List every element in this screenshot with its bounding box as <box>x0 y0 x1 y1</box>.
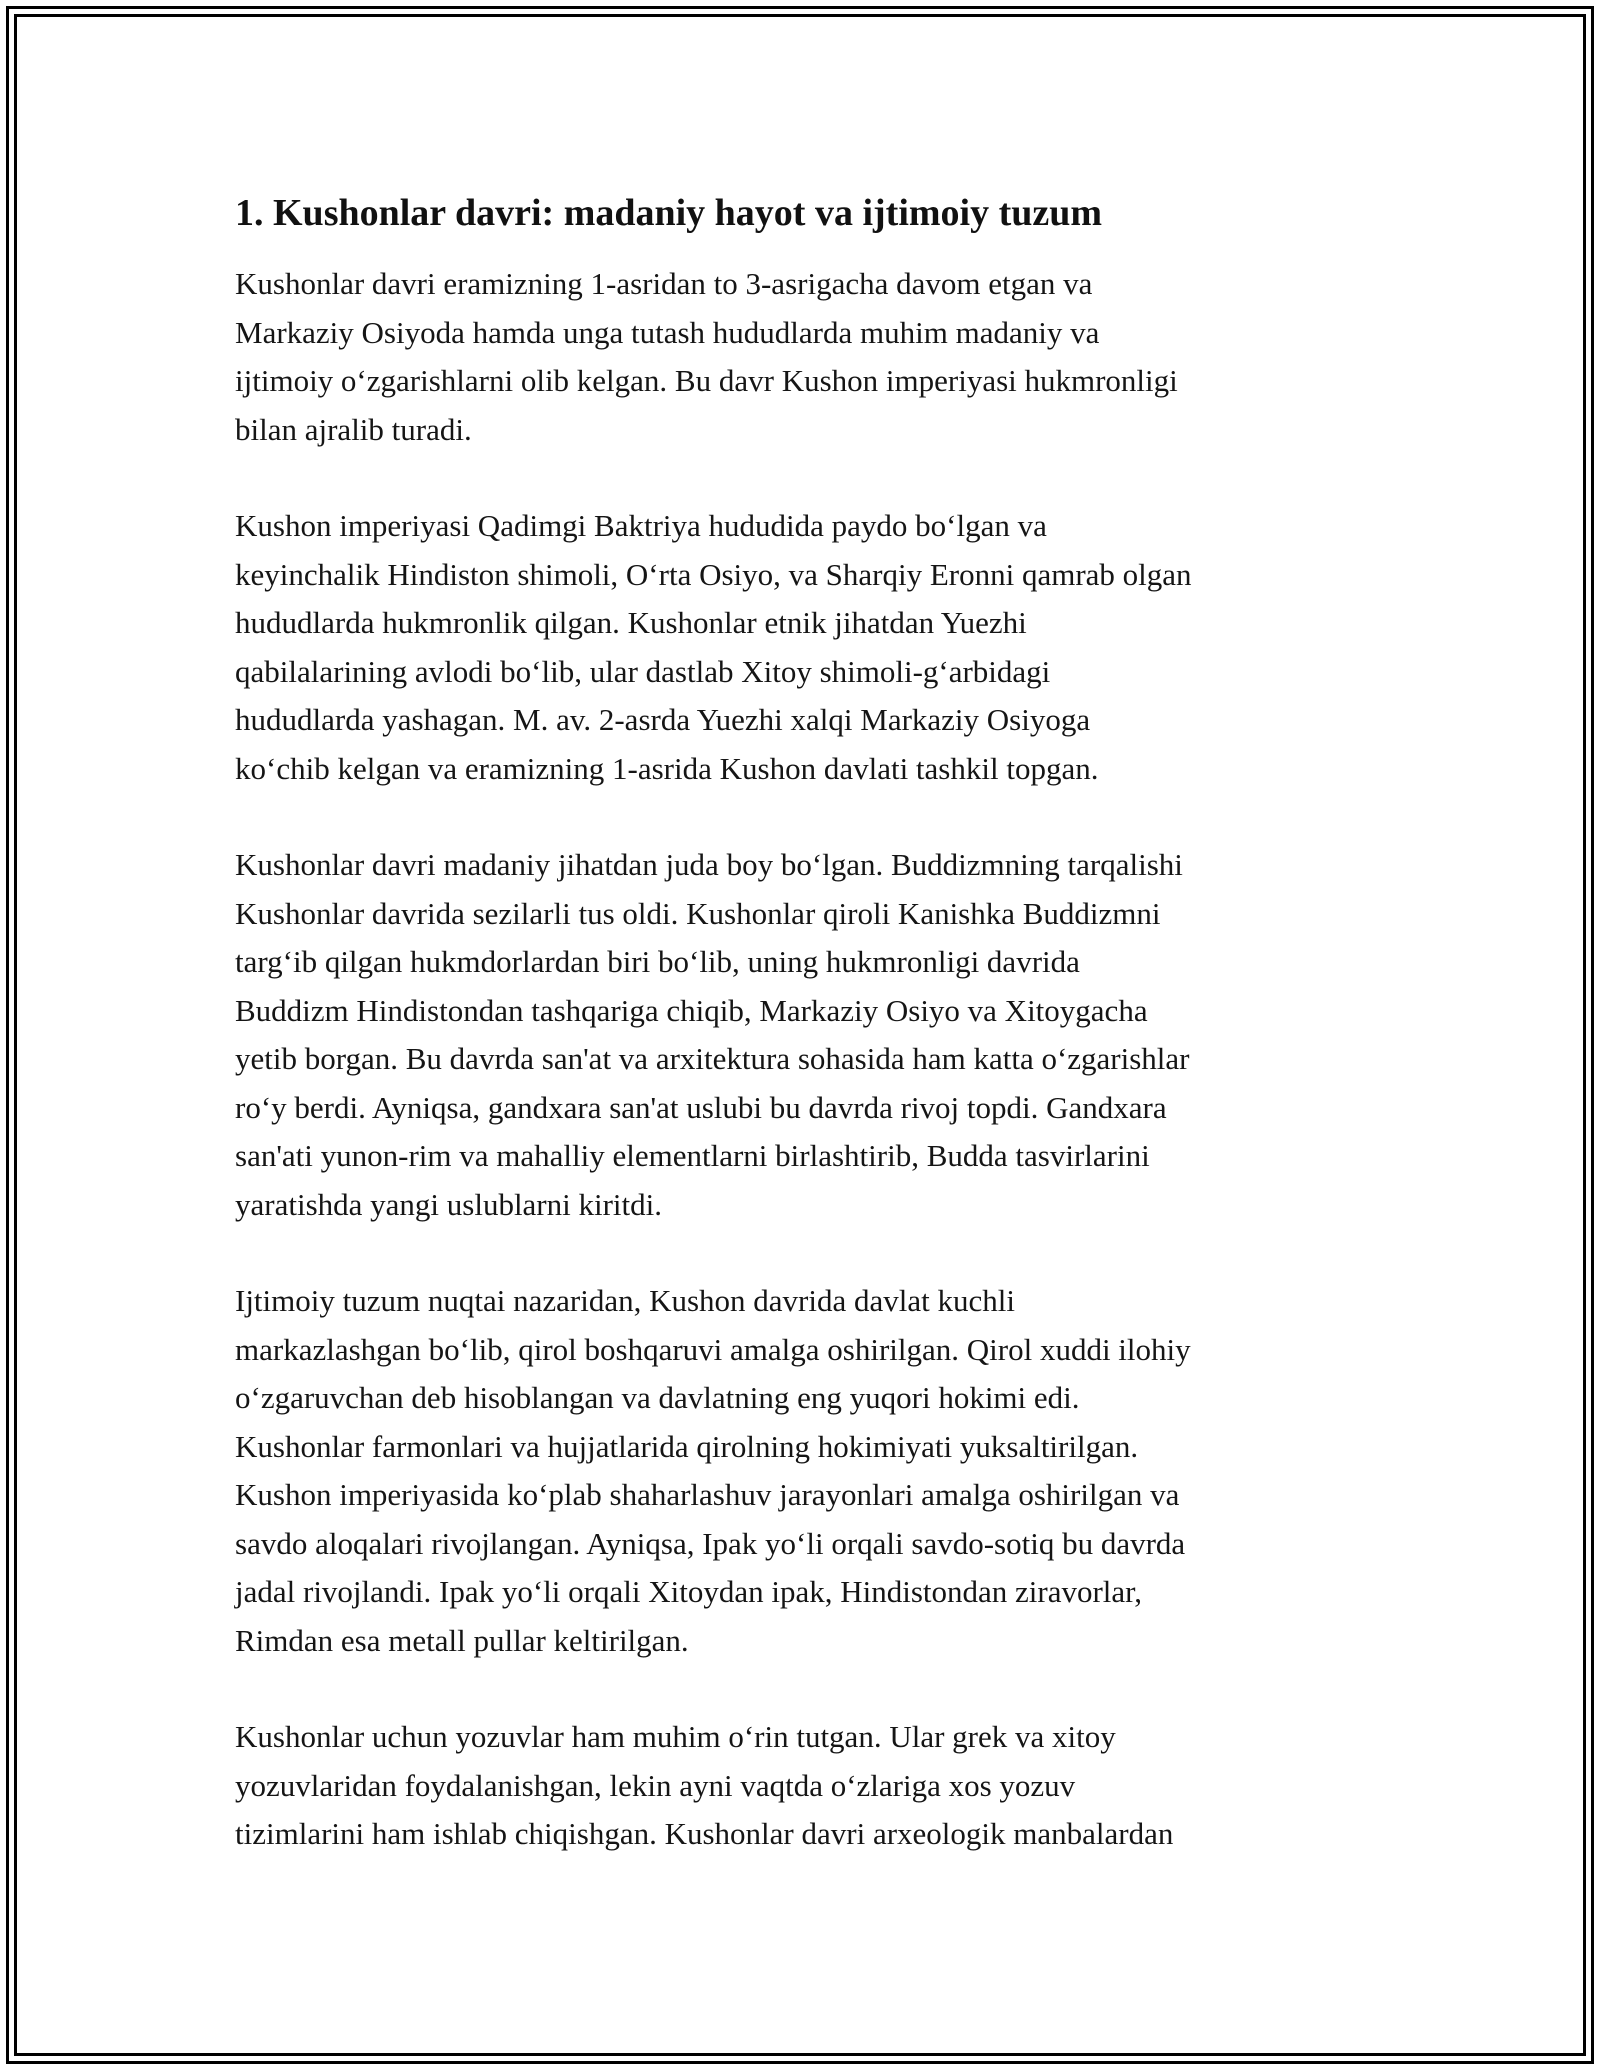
section-heading: 1. Kushonlar davri: madaniy hayot va ijtimoiy tuzum <box>235 192 1103 234</box>
paragraph-origins: Kushon imperiyasi Qadimgi Baktriya hududida paydo bo‘lgan va keyinchalik Hindiston shimoli, O‘rta Osiyo, va Sharqiy Eronni qamrab olgan hududlarda hukmronlik qilgan. Kushonlar etnik jihatdan Yuezhi qabilalarining avlodi bo‘lib, ular dastlab Xitoy shimoli-g‘arbidagi hududlarda yashagan. M. av. 2-asrda Yuezhi xalqi Markaziy Osiyoga ko‘chib kelgan va eramizning 1-asrida Kushon davlati tashkil topgan. <box>235 508 1192 786</box>
paragraph-social-structure: Ijtimoiy tuzum nuqtai nazaridan, Kushon davrida davlat kuchli markazlashgan bo‘lib, qirol boshqaruvi amalga oshirilgan. Qirol xuddi ilohiy o‘zgaruvchan deb hisoblangan va davlatning eng yuqori hokimi edi. Kushonlar farmonlari va hujjatlarida qirolning hokimiyati yuksaltirilgan. Kushon imperiyasida ko‘plab shaharlashuv jarayonlari amalga oshirilgan va savdo aloqalari rivojlangan. Ayniqsa, Ipak yo‘li orqali savdo-sotiq bu davrda jadal rivojlandi. Ipak yo‘li orqali Xitoydan ipak, Hindistondan ziravorlar, Rimdan esa metall pullar keltirilgan. <box>235 1283 1191 1658</box>
paragraph-writing: Kushonlar uchun yozuvlar ham muhim o‘rin tutgan. Ular grek va xitoy yozuvlaridan foydalanishgan, lekin ayni vaqtda o‘zlariga xos yozuv tizimlarini ham ishlab chiqishgan. Kushonlar davri arxeologik manbalardan <box>235 1719 1174 1851</box>
paragraph-culture: Kushonlar davri madaniy jihatdan juda boy bo‘lgan. Buddizmning tarqalishi Kushonlar davrida sezilarli tus oldi. Kushonlar qiroli Kanishka Buddizmni targ‘ib qilgan hukmdorlardan biri bo‘lib, uning hukmronligi davrida Buddizm Hindistondan tashqariga chiqib, Markaziy Osiyo va Xitoygacha yetib borgan. Bu davrda san'at va arxitektura sohasida ham katta o‘zgarishlar ro‘y berdi. Ayniqsa, gandxara san'at uslubi bu davrda rivoj topdi. Gandxara san'ati yunon-rim va mahalliy elementlarni birlashtirib, Budda tasvirlarini yaratishda yangi uslublarni kiritdi. <box>235 847 1190 1222</box>
paragraph-intro: Kushonlar davri eramizning 1-asridan to 3-asrigacha davom etgan va Markaziy Osiyoda hamda unga tutash hududlarda muhim madaniy va ijtimoiy o‘zgarishlarni olib kelgan. Bu davr Kushon imperiyasi hukmronligi bilan ajralib turadi. <box>235 266 1178 447</box>
document-body <box>235 186 1385 1859</box>
